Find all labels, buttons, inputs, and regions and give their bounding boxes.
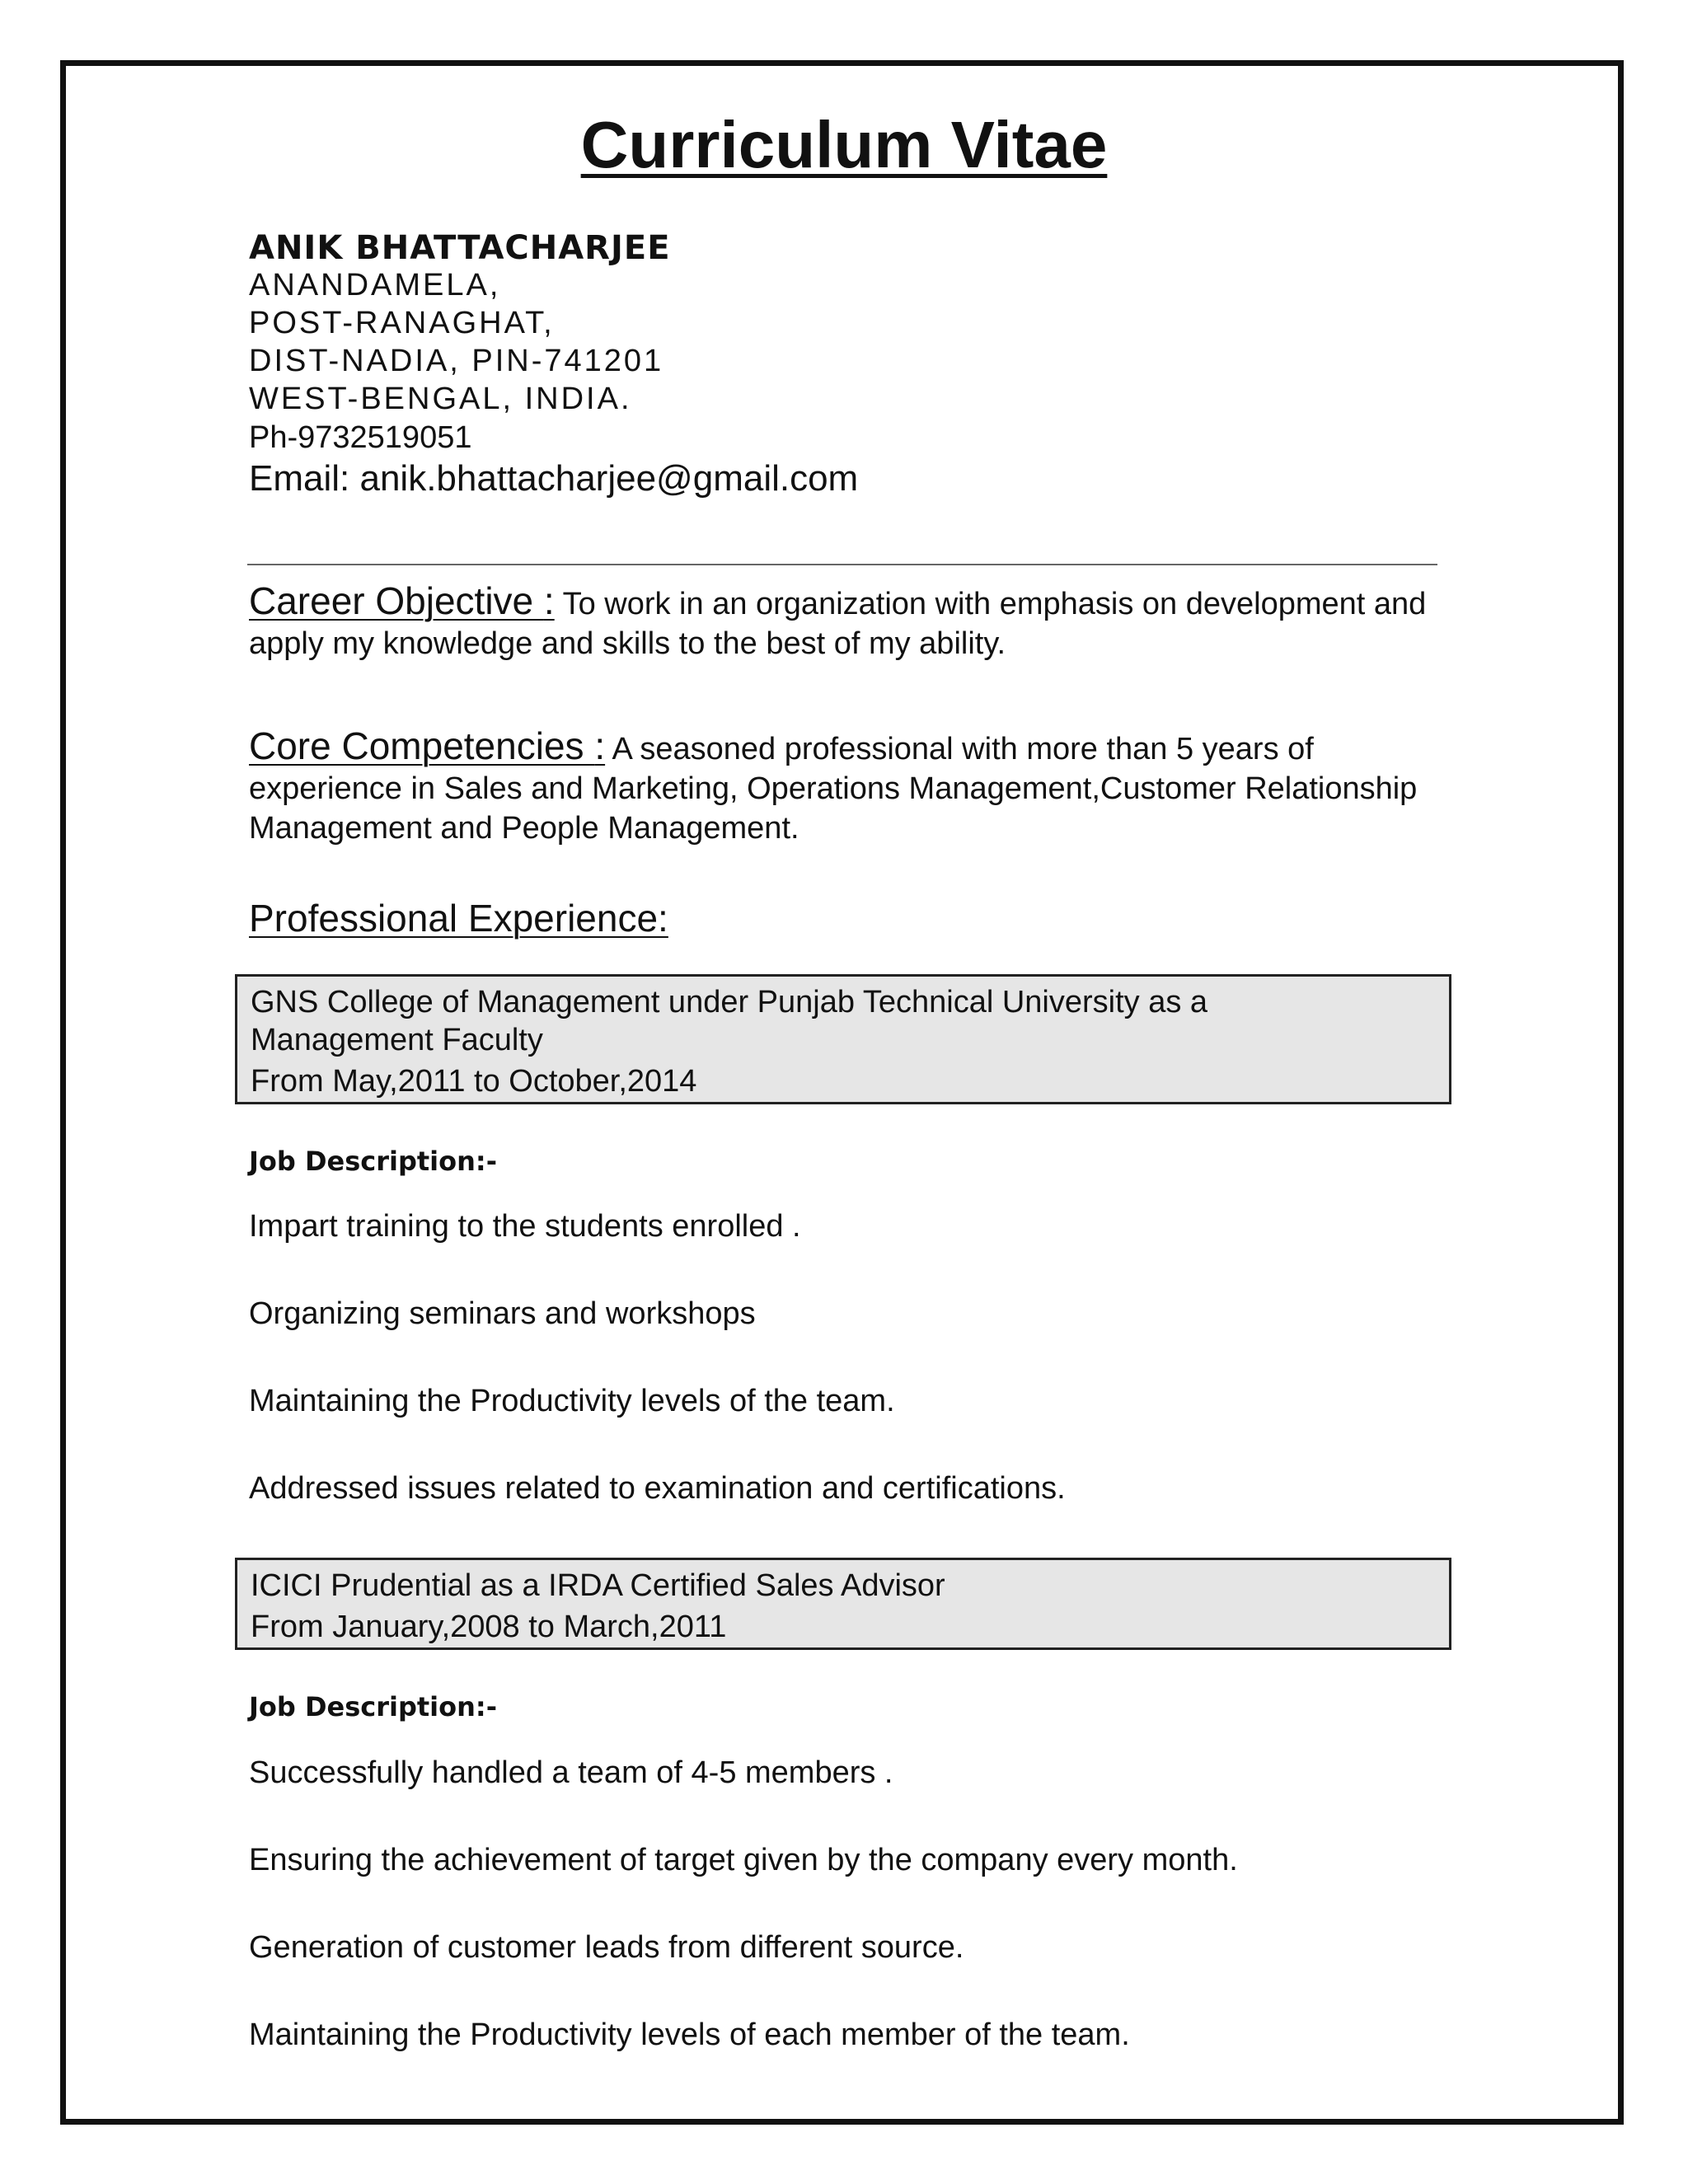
professional-experience-heading: Professional Experience: [249,897,668,940]
divider [247,564,1437,565]
job-role: ICICI Prudential as a IRDA Certified Sales Advisor [251,1568,945,1603]
job-period: From May,2011 to October,2014 [251,1064,697,1099]
career-objective-heading: Career Objective [249,579,544,622]
address-line: DIST-NADIA, PIN-741201 [249,344,664,378]
address-line: ANANDAMELA, [249,268,501,302]
job-duty: Organizing seminars and workshops [249,1296,756,1331]
address-line: WEST-BENGAL, INDIA. [249,382,632,416]
job-duty: Maintaining the Productivity levels of the team. [249,1384,895,1418]
job-header-box [235,974,1451,1104]
job-period: From January,2008 to March,2011 [251,1610,727,1644]
phone-number: Ph-9732519051 [249,420,472,455]
core-competencies-heading: Core Competencies [249,724,595,767]
career-objective-separator: : [543,579,555,622]
address-line: POST-RANAGHAT, [249,306,555,340]
job-description-label: Job Description:- [249,1146,497,1177]
job-duty: Addressed issues related to examination and certifications. [249,1471,1066,1506]
job-duty: Impart training to the students enrolled . [249,1209,801,1244]
career-objective-text: To work in an organization with emphasis on development and apply my knowledge and skills to the best of my ability. [249,587,1427,661]
job-duty: Generation of customer leads from different source. [249,1930,964,1965]
job-duty: Maintaining the Productivity levels of each member of the team. [249,2018,1130,2052]
page-title: Curriculum Vitae [580,108,1108,181]
job-duty: Ensuring the achievement of target given by the company every month. [249,1843,1238,1877]
core-competencies-text: A seasoned professional with more than 5 years of experience in Sales and Marketing, Operations Management,Customer Relationship Management and People Management. [249,732,1418,846]
job-header-box [235,1558,1451,1650]
core-competencies-separator: : [594,724,606,767]
job-duty: Successfully handled a team of 4-5 members . [249,1755,893,1790]
email-address: Email: anik.bhattacharjee@gmail.com [249,458,859,499]
core-competencies [249,726,1436,848]
candidate-name: ANIK BHATTACHARJEE [249,229,671,267]
job-role: GNS College of Management under Punjab Technical University as a Management Faculty [251,985,1208,1057]
job-description-label: Job Description:- [249,1691,497,1722]
career-objective [249,581,1436,663]
